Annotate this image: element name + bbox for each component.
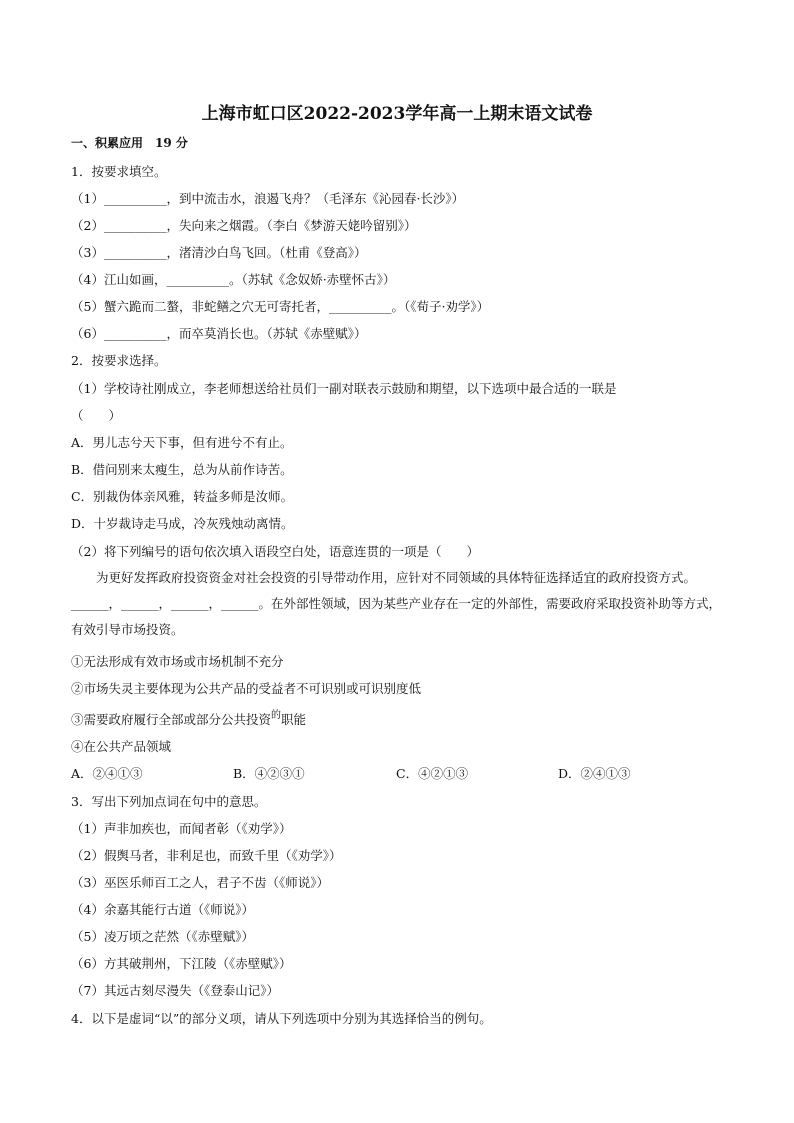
q3-item-6: （6）方其破荆州，下江陵（《赤壁赋》） (71, 956, 292, 971)
q2-sub2-option-c: C．④②①③ (396, 766, 469, 781)
question-2-stem: 2．按要求选择。 (71, 353, 167, 368)
q2-sub1-option-d: D．十岁裁诗走马成，冷灰残烛动离情。 (71, 516, 294, 531)
q2-sub1-answer-bracket: （ ） (71, 408, 122, 423)
q3-item-5: （5）凌万顷之茫然（《赤壁赋》） (71, 929, 254, 944)
q2-sub1-option-b: B．借问别来太瘦生，总为从前作诗苦。 (71, 462, 293, 477)
q1-item-2: （2）__________，失向来之烟霞。（李白《梦游天姥吟留别》） (71, 218, 417, 233)
q3-item-1: （1）声非加疾也，而闻者彰（《劝学》） (71, 821, 292, 836)
q2-sub2-item-3-text: ③需要政府履行全部或部分公共投资 (71, 712, 272, 727)
page-title: 上海市虹口区2022-2023学年高一上期末语文试卷 (201, 104, 593, 124)
question-4-stem: 4．以下是虚词“以”的部分义项，请从下列选项中分别为其选择恰当的例句。 (71, 1011, 492, 1026)
q2-sub2-item-2: ②市场失灵主要体现为公共产品的受益者不可识别或可识别度低 (71, 681, 422, 696)
q2-sub1-line1: （1）学校诗社刚成立，李老师想送给社员们一副对联表示鼓励和期望，以下选项中最合适的一联是 (71, 381, 617, 396)
q2-sub2-stem: （2）将下列编号的语句依次填入语段空白处，语意连贯的一项是（ ） (71, 544, 479, 559)
q2-sub2-item-4: ④在公共产品领域 (71, 739, 172, 754)
section-header: 一、积累应用 19 分 (71, 136, 188, 150)
question-1-stem: 1．按要求填空。 (71, 164, 167, 179)
q2-sub1-option-c: C．别裁伪体亲风雅，转益多师是汝师。 (71, 489, 294, 504)
q2-sub2-item-3 (71, 710, 306, 728)
q3-item-4: （4）余嘉其能行古道（《师说》） (71, 902, 254, 917)
q1-item-3: （3）__________，渚清沙白鸟飞回。（杜甫《登高》） (71, 245, 367, 260)
q2-sub2-item-3-tail: 职能 (281, 712, 307, 727)
q1-item-6: （6）__________，而卒莫消长也。（苏轼《赤壁赋》） (71, 326, 367, 341)
q2-sub2-option-b: B．④②③① (233, 766, 305, 781)
q3-item-7: （7）其远古刻尽漫失（《登泰山记》） (71, 983, 279, 998)
q3-item-3: （3）巫医乐师百工之人，君子不齿（《师说》） (71, 875, 329, 890)
q2-sub2-passage: 为更好发挥政府投资资金对社会投资的引导带动作用，应针对不同领域的具体特征选择适宜的政府投资方式。______，______，______，______。在外部性领域，因为某些产业存在一定的外部性，需要政府采取投资补助等方式，有效引导市场投资。 (71, 570, 722, 637)
q1-item-1: （1）__________，到中流击水，浪遏飞舟？（毛泽东《沁园春·长沙》） (71, 191, 465, 206)
q2-sub2-option-d: D．②④①③ (558, 766, 631, 781)
q1-item-4: （4）江山如画，__________。（苏轼《念奴娇·赤壁怀古》） (71, 272, 396, 287)
q3-item-2: （2）假舆马者，非利足也，而致千里（《劝学》） (71, 848, 342, 863)
q2-sub2-item-3-sup: 的 (271, 710, 282, 721)
question-3-stem: 3．写出下列加点词在句中的意思。 (71, 794, 267, 809)
q2-sub2-item-1: ①无法形成有效市场或市场机制不充分 (71, 654, 284, 669)
q2-sub2-option-a: A．②④①③ (71, 766, 143, 781)
q2-sub1-option-a: A．男儿志兮天下事，但有进兮不有止。 (71, 435, 293, 450)
q1-item-5: （5）蟹六跪而二螯，非蛇鳝之穴无可寄托者，__________。（《荀子·劝学》） (71, 299, 490, 314)
